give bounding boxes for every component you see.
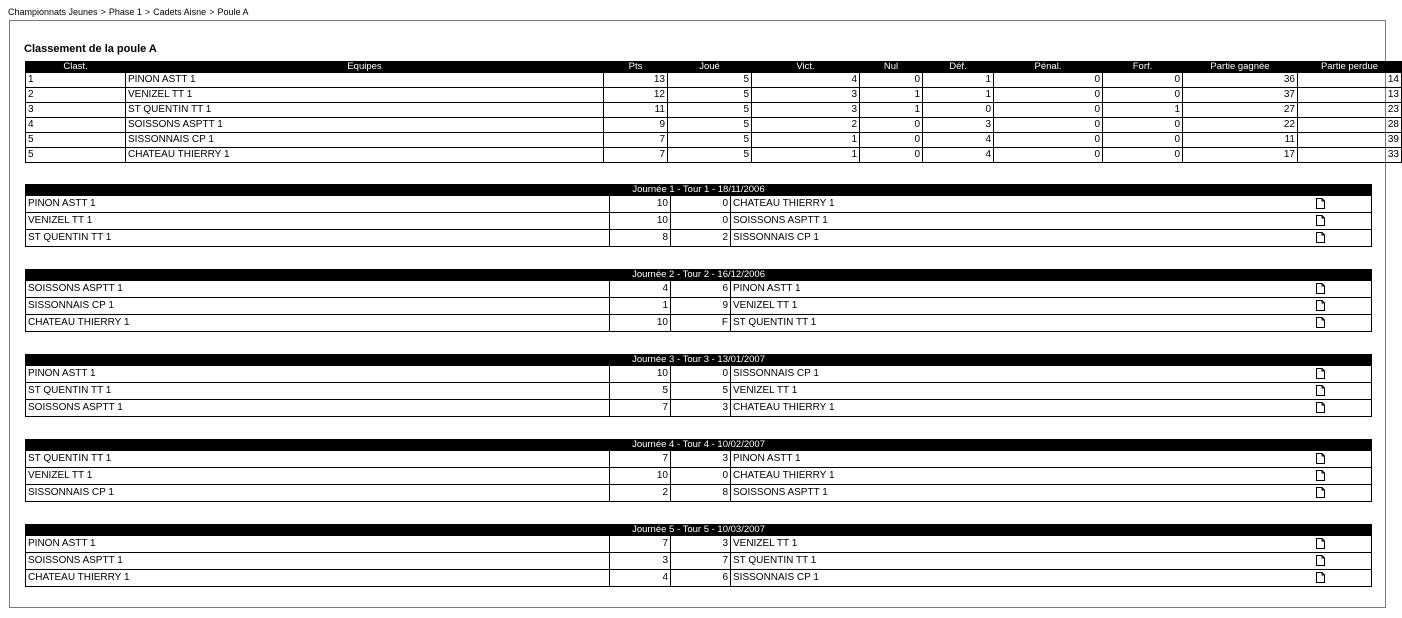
match-row — [26, 553, 1372, 570]
round-title: Journée 3 - Tour 3 - 13/01/2007 — [26, 355, 1372, 366]
match-row — [26, 281, 1372, 298]
ranking-table — [25, 61, 1402, 163]
stat-cell: 7 — [604, 148, 668, 163]
away-cell — [731, 570, 1372, 587]
table-row — [26, 148, 1402, 163]
stat-cell: 0 — [994, 103, 1103, 118]
away-team: CHATEAU THIERRY 1 — [733, 402, 835, 413]
stat-cell: 5 — [668, 73, 752, 88]
table-row — [26, 73, 1402, 88]
away-team: PINON ASTT 1 — [733, 453, 801, 464]
stat-cell: 13 — [604, 73, 668, 88]
home-score: 4 — [610, 570, 671, 587]
round-header-row — [26, 440, 1372, 451]
stat-cell: 3 — [752, 103, 860, 118]
home-team: VENIZEL TT 1 — [26, 468, 610, 485]
rank-cell: 4 — [26, 118, 126, 133]
away-team: SOISSONS ASPTT 1 — [733, 215, 828, 226]
team-name-cell: ST QUENTIN TT 1 — [126, 103, 604, 118]
document-icon[interactable] — [1316, 300, 1325, 311]
away-cell — [731, 213, 1372, 230]
col-header-pts: Pts — [604, 62, 668, 73]
match-row — [26, 196, 1372, 213]
col-header-clast: Clast. — [26, 62, 126, 73]
breadcrumb-phase-1[interactable]: Phase 1 — [108, 7, 142, 17]
document-icon[interactable] — [1316, 232, 1325, 243]
away-team: VENIZEL TT 1 — [733, 538, 798, 549]
stat-cell: 0 — [994, 148, 1103, 163]
stat-cell: 0 — [860, 133, 923, 148]
home-team: ST QUENTIN TT 1 — [26, 230, 610, 247]
away-cell — [731, 298, 1372, 315]
match-row — [26, 400, 1372, 417]
match-row — [26, 298, 1372, 315]
away-cell — [731, 400, 1372, 417]
rank-cell: 1 — [26, 73, 126, 88]
away-score: 6 — [671, 570, 731, 587]
away-team: ST QUENTIN TT 1 — [733, 555, 817, 566]
away-score: 9 — [671, 298, 731, 315]
round-title: Journée 1 - Tour 1 - 18/11/2006 — [26, 185, 1372, 196]
away-cell — [731, 230, 1372, 247]
away-team: SISSONNAIS CP 1 — [733, 368, 819, 379]
home-team: SISSONNAIS CP 1 — [26, 298, 610, 315]
stat-cell: 37 — [1183, 88, 1298, 103]
round-table — [25, 184, 1372, 247]
breadcrumb-championnats-jeunes[interactable]: Championnats Jeunes — [8, 7, 98, 17]
stat-cell: 9 — [604, 118, 668, 133]
stat-cell: 14 — [1298, 73, 1402, 88]
stat-cell: 12 — [604, 88, 668, 103]
ranking-title: Classement de la poule A — [24, 43, 157, 55]
home-team: ST QUENTIN TT 1 — [26, 451, 610, 468]
home-team: SISSONNAIS CP 1 — [26, 485, 610, 502]
home-score: 1 — [610, 298, 671, 315]
document-icon[interactable] — [1316, 198, 1325, 209]
stat-cell: 4 — [752, 73, 860, 88]
stat-cell: 36 — [1183, 73, 1298, 88]
col-header-partie-gagnee: Partie gagnée — [1183, 62, 1298, 73]
team-name-cell: SOISSONS ASPTT 1 — [126, 118, 604, 133]
rank-cell: 3 — [26, 103, 126, 118]
stat-cell: 13 — [1298, 88, 1402, 103]
away-cell — [731, 451, 1372, 468]
away-cell — [731, 468, 1372, 485]
team-name-cell: PINON ASTT 1 — [126, 73, 604, 88]
stat-cell: 17 — [1183, 148, 1298, 163]
away-team: SISSONNAIS CP 1 — [733, 232, 819, 243]
match-row — [26, 451, 1372, 468]
away-team: VENIZEL TT 1 — [733, 385, 798, 396]
breadcrumb-poule-a: Poule A — [217, 7, 249, 17]
document-icon[interactable] — [1316, 385, 1325, 396]
breadcrumb — [8, 7, 248, 17]
stat-cell: 0 — [994, 118, 1103, 133]
stat-cell: 5 — [668, 148, 752, 163]
away-team: VENIZEL TT 1 — [733, 300, 798, 311]
home-score: 10 — [610, 213, 671, 230]
rank-cell: 5 — [26, 133, 126, 148]
away-team: ST QUENTIN TT 1 — [733, 317, 817, 328]
home-team: SOISSONS ASPTT 1 — [26, 400, 610, 417]
match-row — [26, 315, 1372, 332]
away-score: 0 — [671, 366, 731, 383]
stat-cell: 11 — [604, 103, 668, 118]
stat-cell: 0 — [1103, 148, 1183, 163]
round-header-row — [26, 270, 1372, 281]
home-score: 10 — [610, 366, 671, 383]
match-row — [26, 485, 1372, 502]
round-header-row — [26, 355, 1372, 366]
away-cell — [731, 196, 1372, 213]
col-header-def: Déf. — [923, 62, 994, 73]
stat-cell: 2 — [752, 118, 860, 133]
round-title: Journée 4 - Tour 4 - 10/02/2007 — [26, 440, 1372, 451]
col-header-vict: Vict. — [752, 62, 860, 73]
away-cell — [731, 536, 1372, 553]
away-team: CHATEAU THIERRY 1 — [733, 198, 835, 209]
home-team: PINON ASTT 1 — [26, 536, 610, 553]
home-score: 2 — [610, 485, 671, 502]
stat-cell: 0 — [1103, 133, 1183, 148]
stat-cell: 28 — [1298, 118, 1402, 133]
away-cell — [731, 366, 1372, 383]
match-row — [26, 383, 1372, 400]
document-icon[interactable] — [1316, 368, 1325, 379]
stat-cell: 4 — [923, 133, 994, 148]
away-team: SOISSONS ASPTT 1 — [733, 487, 828, 498]
stat-cell: 5 — [668, 103, 752, 118]
breadcrumb-cadets-aisne[interactable]: Cadets Aisne — [153, 7, 207, 17]
document-icon[interactable] — [1316, 555, 1325, 566]
away-score: 6 — [671, 281, 731, 298]
stat-cell: 7 — [604, 133, 668, 148]
document-icon[interactable] — [1316, 453, 1325, 464]
breadcrumb-separator: > — [144, 7, 151, 17]
away-score: 5 — [671, 383, 731, 400]
col-header-joue: Joué — [668, 62, 752, 73]
home-score: 8 — [610, 230, 671, 247]
stat-cell: 5 — [668, 133, 752, 148]
stat-cell: 39 — [1298, 133, 1402, 148]
away-cell — [731, 315, 1372, 332]
stat-cell: 1 — [752, 148, 860, 163]
stat-cell: 22 — [1183, 118, 1298, 133]
rank-cell: 5 — [26, 148, 126, 163]
stat-cell: 1 — [923, 73, 994, 88]
round-header-row — [26, 525, 1372, 536]
stat-cell: 0 — [994, 88, 1103, 103]
team-name-cell: VENIZEL TT 1 — [126, 88, 604, 103]
stat-cell: 3 — [923, 118, 994, 133]
away-score: 7 — [671, 553, 731, 570]
stat-cell: 1 — [860, 88, 923, 103]
stat-cell: 0 — [860, 118, 923, 133]
document-icon[interactable] — [1316, 538, 1325, 549]
table-row — [26, 133, 1402, 148]
home-score: 3 — [610, 553, 671, 570]
document-icon[interactable] — [1316, 572, 1325, 583]
stat-cell: 1 — [752, 133, 860, 148]
round-table — [25, 354, 1372, 417]
ranking-header-row — [26, 62, 1402, 73]
stat-cell: 33 — [1298, 148, 1402, 163]
document-icon[interactable] — [1316, 402, 1325, 413]
home-team: SOISSONS ASPTT 1 — [26, 281, 610, 298]
away-cell — [731, 383, 1372, 400]
away-score: 3 — [671, 451, 731, 468]
match-row — [26, 468, 1372, 485]
col-header-forf: Forf. — [1103, 62, 1183, 73]
round-table — [25, 269, 1372, 332]
round-title: Journée 2 - Tour 2 - 16/12/2006 — [26, 270, 1372, 281]
home-team: SOISSONS ASPTT 1 — [26, 553, 610, 570]
away-cell — [731, 281, 1372, 298]
match-row — [26, 366, 1372, 383]
home-score: 7 — [610, 536, 671, 553]
home-team: CHATEAU THIERRY 1 — [26, 315, 610, 332]
home-team: VENIZEL TT 1 — [26, 213, 610, 230]
round-table — [25, 439, 1372, 502]
stat-cell: 5 — [668, 88, 752, 103]
col-header-penal: Pénal. — [994, 62, 1103, 73]
col-header-equipes: Equipes — [126, 62, 604, 73]
match-row — [26, 536, 1372, 553]
document-icon[interactable] — [1316, 470, 1325, 481]
away-cell — [731, 485, 1372, 502]
away-cell — [731, 553, 1372, 570]
stat-cell: 0 — [1103, 118, 1183, 133]
col-header-partie-perdue: Partie perdue — [1298, 62, 1402, 73]
away-score: 0 — [671, 213, 731, 230]
document-icon[interactable] — [1316, 487, 1325, 498]
stat-cell: 11 — [1183, 133, 1298, 148]
breadcrumb-separator: > — [209, 7, 215, 17]
stat-cell: 1 — [1103, 103, 1183, 118]
home-team: PINON ASTT 1 — [26, 366, 610, 383]
away-team: SISSONNAIS CP 1 — [733, 572, 819, 583]
home-score: 10 — [610, 315, 671, 332]
team-name-cell: CHATEAU THIERRY 1 — [126, 148, 604, 163]
stat-cell: 0 — [994, 73, 1103, 88]
round-table — [25, 524, 1372, 587]
stat-cell: 27 — [1183, 103, 1298, 118]
table-row — [26, 103, 1402, 118]
stat-cell: 1 — [923, 88, 994, 103]
col-header-nul: Nul — [860, 62, 923, 73]
stat-cell: 3 — [752, 88, 860, 103]
table-row — [26, 88, 1402, 103]
away-score: 2 — [671, 230, 731, 247]
home-team: PINON ASTT 1 — [26, 196, 610, 213]
stat-cell: 0 — [1103, 73, 1183, 88]
match-row — [26, 570, 1372, 587]
document-icon[interactable] — [1316, 283, 1325, 294]
away-score: 3 — [671, 536, 731, 553]
match-row — [26, 230, 1372, 247]
away-score: 3 — [671, 400, 731, 417]
stat-cell: 23 — [1298, 103, 1402, 118]
stat-cell: 0 — [860, 73, 923, 88]
document-icon[interactable] — [1316, 215, 1325, 226]
away-score: 0 — [671, 468, 731, 485]
stat-cell: 0 — [860, 148, 923, 163]
stat-cell: 0 — [994, 133, 1103, 148]
home-score: 7 — [610, 400, 671, 417]
home-score: 7 — [610, 451, 671, 468]
breadcrumb-separator: > — [100, 7, 106, 17]
away-team: CHATEAU THIERRY 1 — [733, 470, 835, 481]
match-row — [26, 213, 1372, 230]
home-score: 10 — [610, 468, 671, 485]
home-team: ST QUENTIN TT 1 — [26, 383, 610, 400]
stat-cell: 0 — [923, 103, 994, 118]
team-name-cell: SISSONNAIS CP 1 — [126, 133, 604, 148]
document-icon[interactable] — [1316, 317, 1325, 328]
round-title: Journée 5 - Tour 5 - 10/03/2007 — [26, 525, 1372, 536]
away-score: F — [671, 315, 731, 332]
stat-cell: 5 — [668, 118, 752, 133]
home-score: 4 — [610, 281, 671, 298]
home-score: 5 — [610, 383, 671, 400]
home-team: CHATEAU THIERRY 1 — [26, 570, 610, 587]
away-score: 8 — [671, 485, 731, 502]
home-score: 10 — [610, 196, 671, 213]
stat-cell: 0 — [1103, 88, 1183, 103]
away-score: 0 — [671, 196, 731, 213]
stat-cell: 1 — [860, 103, 923, 118]
table-row — [26, 118, 1402, 133]
rank-cell: 2 — [26, 88, 126, 103]
stat-cell: 4 — [923, 148, 994, 163]
away-team: PINON ASTT 1 — [733, 283, 801, 294]
round-header-row — [26, 185, 1372, 196]
